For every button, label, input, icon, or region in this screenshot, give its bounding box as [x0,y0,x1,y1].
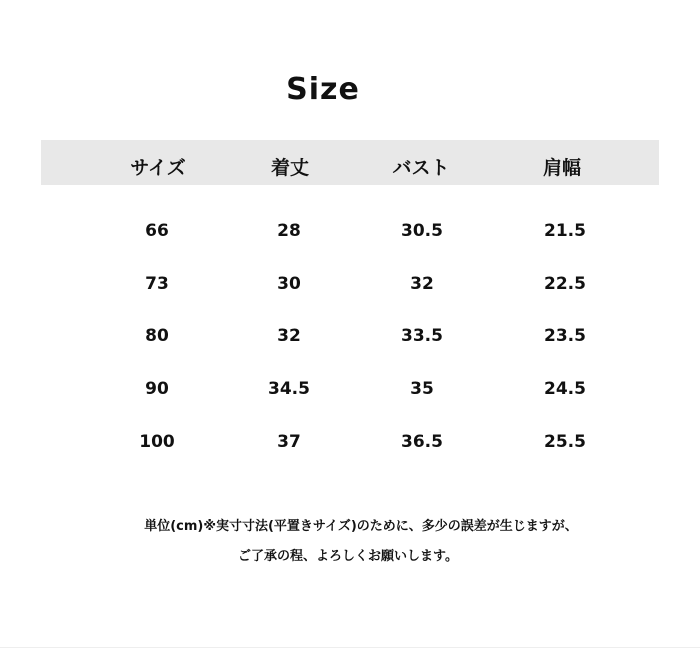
header-length: 着丈 [270,157,309,179]
table-cell: 24.5 [544,379,586,399]
table-cell: 30.5 [401,221,443,241]
table-cell: 36.5 [401,432,443,452]
divider [0,647,700,648]
table-cell: 90 [145,379,169,399]
table-cell: 30 [277,274,301,294]
table-cell: 23.5 [544,326,586,346]
table-cell: 22.5 [544,274,586,294]
header-shoulder: 肩幅 [542,157,581,179]
table-cell: 28 [277,221,301,241]
table-cell: 73 [145,274,169,294]
table-cell: 25.5 [544,432,586,452]
table-cell: 100 [139,432,175,452]
measurement-note: 単位(cm)※実寸寸法(平置きサイズ)のために、多少の誤差が生じますが、 [144,519,578,534]
table-cell: 37 [277,432,301,452]
table-cell: 32 [410,274,434,294]
thanks-note: ご了承の程、よろしくお願いします。 [238,549,458,564]
table-cell: 35 [410,379,434,399]
table-cell: 66 [145,221,169,241]
page-title: Size [286,72,360,107]
table-cell: 80 [145,326,169,346]
table-cell: 34.5 [268,379,310,399]
table-cell: 33.5 [401,326,443,346]
table-cell: 32 [277,326,301,346]
header-bust: バスト [392,157,450,179]
table-cell: 21.5 [544,221,586,241]
header-size: サイズ [130,157,186,179]
